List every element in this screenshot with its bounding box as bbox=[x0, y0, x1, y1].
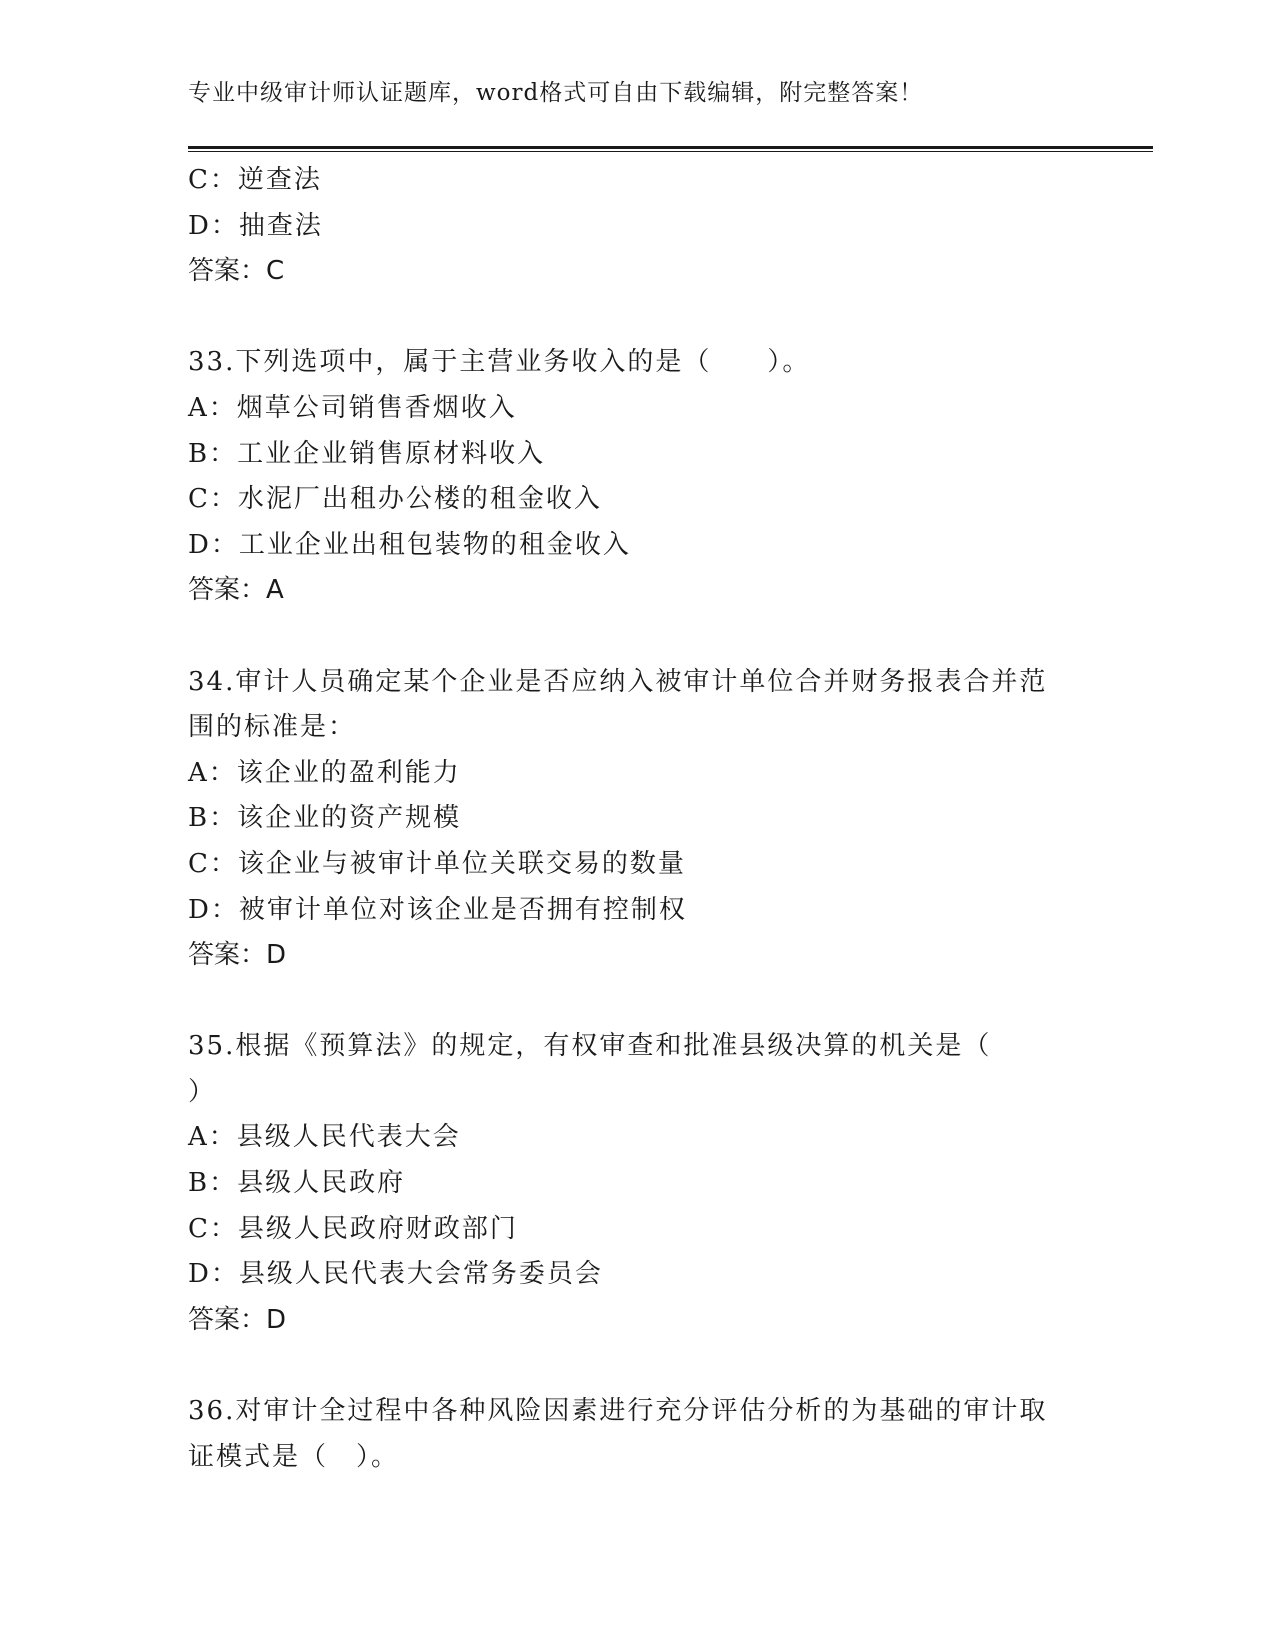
question-stem-continued: 证模式是（ ）。 bbox=[188, 1441, 400, 1472]
header-rule-thin bbox=[188, 151, 1153, 152]
option: D：被审计单位对该企业是否拥有控制权 bbox=[188, 894, 687, 925]
question-35 bbox=[188, 1024, 1088, 1343]
option: B：该企业的资产规模 bbox=[188, 803, 462, 834]
option: B：工业企业销售原材料收入 bbox=[188, 438, 546, 469]
question-stem: 33.下列选项中，属于主营业务收入的是（ ）。 bbox=[188, 347, 811, 378]
option: C：逆查法 bbox=[188, 165, 322, 195]
spacer bbox=[188, 295, 1088, 341]
question-stem: 34.审计人员确定某个企业是否应纳入被审计单位合并财务报表合并范 bbox=[188, 666, 1048, 697]
answer: 答案：D bbox=[188, 940, 287, 971]
question-stem-continued: 围的标准是： bbox=[188, 712, 357, 743]
option: C：水泥厂出租办公楼的租金收入 bbox=[188, 484, 602, 515]
answer: 答案：D bbox=[188, 1304, 287, 1335]
answer: 答案：A bbox=[188, 575, 284, 606]
question-list bbox=[188, 158, 1088, 1480]
spacer bbox=[188, 614, 1088, 660]
option: A：该企业的盈利能力 bbox=[188, 757, 461, 788]
option: D：县级人民代表大会常务委员会 bbox=[188, 1259, 603, 1290]
header-rule-thick bbox=[188, 146, 1153, 149]
question-32-tail bbox=[188, 158, 1088, 295]
question-36 bbox=[188, 1389, 1088, 1480]
option: D：抽查法 bbox=[188, 210, 323, 241]
option: D：工业企业出租包装物的租金收入 bbox=[188, 529, 631, 560]
question-stem: 35.根据《预算法》的规定，有权审查和批准县级决算的机关是（ bbox=[188, 1031, 992, 1062]
option: C：县级人民政府财政部门 bbox=[188, 1213, 518, 1244]
question-stem-continued: ） bbox=[188, 1076, 217, 1107]
answer: 答案：C bbox=[188, 256, 285, 287]
spacer bbox=[188, 979, 1088, 1025]
page-header: 专业中级审计师认证题库，word格式可自由下载编辑，附完整答案！ bbox=[188, 80, 924, 106]
option: A：烟草公司销售香烟收入 bbox=[188, 392, 517, 423]
question-33 bbox=[188, 340, 1088, 614]
option: B：县级人民政府 bbox=[188, 1168, 406, 1199]
option: C：该企业与被审计单位关联交易的数量 bbox=[188, 848, 686, 879]
option: A：县级人民代表大会 bbox=[188, 1122, 461, 1153]
question-34 bbox=[188, 660, 1088, 979]
spacer bbox=[188, 1343, 1088, 1389]
question-stem: 36.对审计全过程中各种风险因素进行充分评估分析的为基础的审计取 bbox=[188, 1396, 1048, 1427]
